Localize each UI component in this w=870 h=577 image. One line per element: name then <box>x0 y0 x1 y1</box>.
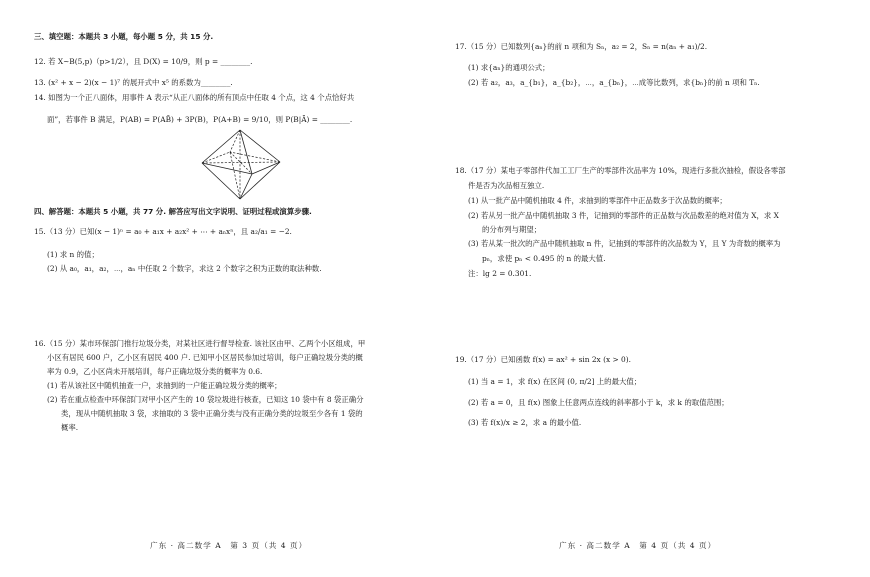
question-15: 15.（13 分）已知(x − 1)ⁿ = a₀ + a₁x + a₂x² + ⋯ + aₙxⁿ，且 a₂/a₁ = −2. <box>34 227 292 236</box>
section3-header: 三、填空题：本题共 3 小题，每小题 5 分，共 15 分. <box>34 32 214 41</box>
question-16-line3: 率为 0.9，乙小区尚未开展培训，每户正确垃圾分类的概率为 0.6. <box>47 367 263 376</box>
question-16-part1: (1) 若从该社区中随机抽查一户，求抽到的一户能正确垃圾分类的概率； <box>47 381 282 390</box>
question-18-part1: (1) 从一批产品中随机抽取 4 件，求抽到的零部件中正品数多于次品数的概率； <box>468 196 727 205</box>
question-15-part1: (1) 求 n 的值； <box>47 250 99 259</box>
question-16-part2-line2: 类，现从中随机抽取 3 袋，求抽取的 3 袋中正确分类与没有正确分类的垃圾至少各有 1 袋的 <box>61 409 363 418</box>
octahedron-figure <box>196 127 286 203</box>
page-footer-4: 广东 · 高二数学 A 第 4 页（共 4 页） <box>559 541 717 550</box>
question-16-line1: 16.（15 分）某市环保部门推行垃圾分类，对某社区进行督导检查. 该社区由甲、乙两个小区组成，甲 <box>34 339 366 348</box>
question-18-part2-line1: (2) 若从另一批产品中随机抽取 3 件，记抽到的零部件的正品数与次品数差的绝对值为 X，求 X <box>468 211 779 220</box>
question-18-line2: 件是否为次品相互独立. <box>468 181 545 190</box>
question-17-part2: (2) 若 a₂，a₃，a_{b₁}，a_{b₂}，⋯，a_{bₙ}，⋯成等比数列，求{bₙ}的前 n 项和 Tₙ. <box>468 78 760 87</box>
question-18-part3-line1: (3) 若从某一批次的产品中随机抽取 n 件，记抽到的零部件的次品数为 Y，且 Y 为奇数的概率为 <box>468 239 781 248</box>
question-16-part2-line3: 概率. <box>61 423 79 432</box>
question-14-line1: 14. 如图为一个正八面体，用事件 A 表示“从正八面体的所有顶点中任取 4 个点，这 4 个点恰好共 <box>34 93 355 102</box>
question-19-part2: (2) 若 a = 0，且 f(x) 图象上任意两点连线的斜率都小于 k，求 k 的取值范围； <box>468 398 729 407</box>
question-19-part3: (3) 若 f(x)/x ≥ 2，求 a 的最小值. <box>468 418 582 427</box>
question-17-part1: (1) 求{aₙ}的通项公式； <box>468 63 550 72</box>
question-12: 12. 若 X~B(5,p)（p>1/2），且 D(X) = 10/9，则 p = ________. <box>34 57 253 66</box>
question-19: 19.（17 分）已知函数 f(x) = ax² + sin 2x (x > 0). <box>455 355 631 364</box>
question-18-line1: 18.（17 分）某电子零部件代加工工厂生产的零部件次品率为 10%，现进行多批次抽检，假设各零部 <box>455 166 786 175</box>
question-19-part1: (1) 当 a = 1，求 f(x) 在区间 (0, π/2] 上的最大值； <box>468 377 642 386</box>
question-18-part2-line2: 的分布列与期望； <box>482 225 542 234</box>
question-16-part2-line1: (2) 若在重点检查中环保部门对甲小区产生的 10 袋垃圾进行核查，已知这 10 袋中有 8 袋正确分 <box>47 395 364 404</box>
page-footer-3: 广东 · 高二数学 A 第 3 页（共 4 页） <box>150 541 308 550</box>
question-17: 17.（15 分）已知数列{aₙ}的前 n 项和为 Sₙ，a₂ = 2，Sₙ = n(aₙ + a₁)/2. <box>455 42 708 51</box>
question-13: 13. (x² + x − 2)(x − 1)⁷ 的展开式中 x⁵ 的系数为________. <box>34 78 233 87</box>
question-18-part3-line2: pₙ，求使 pₙ < 0.495 的 n 的最大值. <box>482 254 606 263</box>
question-14-line2: 面”，若事件 B 满足，P(AB) = P(AB̄) + 3P(B)，P(A+B) = 9/10，则 P(B|Ā) = ________. <box>47 115 353 124</box>
question-16-line2: 小区有居民 600 户，乙小区有居民 400 户. 已知甲小区居民参加过培训，每户正确垃圾分类的概 <box>47 353 363 362</box>
section4-header: 四、解答题：本题共 5 小题，共 77 分. 解答应写出文字说明、证明过程或演算步骤. <box>34 207 312 216</box>
question-18-note: 注：lg 2 = 0.301. <box>468 269 532 278</box>
question-15-part2: (2) 从 a₀，a₁，a₂，⋯，aₙ 中任取 2 个数字，求这 2 个数字之积为正数的取法种数. <box>47 264 322 273</box>
